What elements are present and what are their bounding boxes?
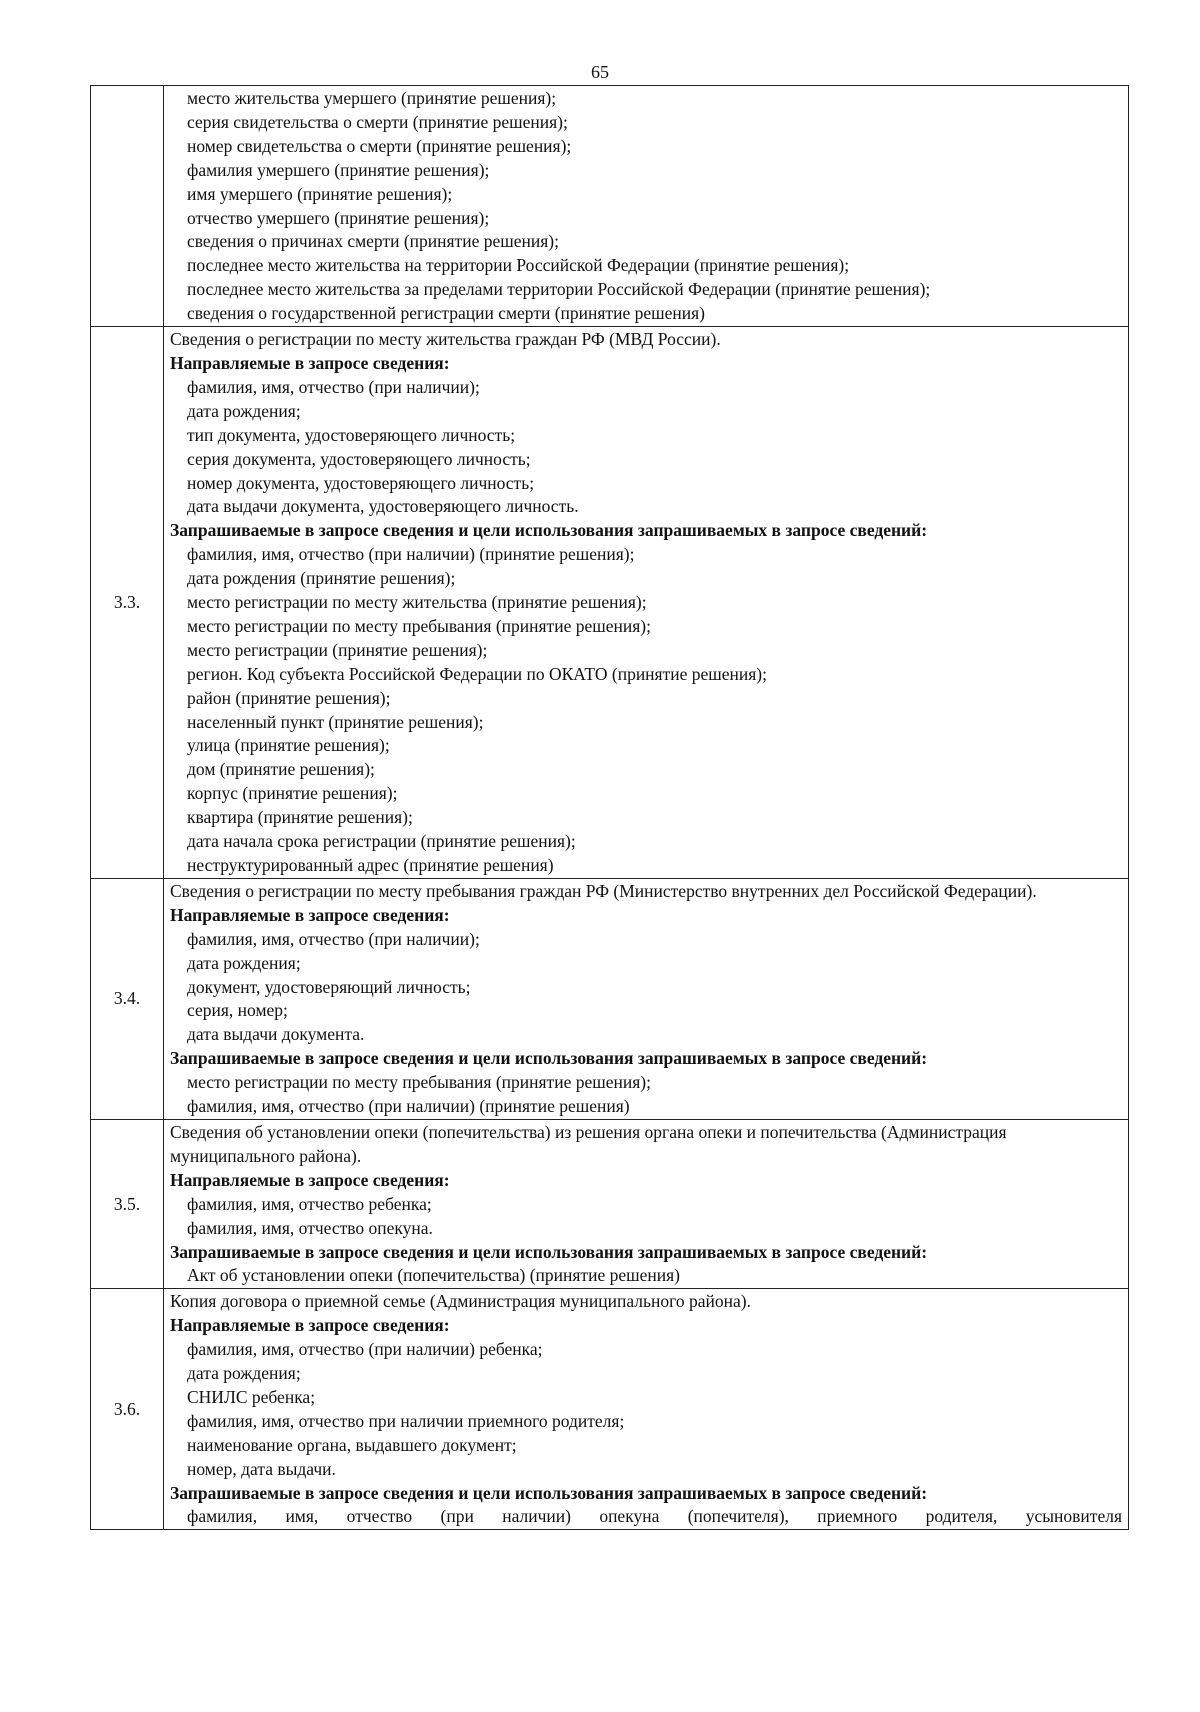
text-line: наименование органа, выдавшего документ; — [187, 1434, 517, 1455]
text-line: фамилия, имя, отчество (при наличии) (принятие решения) — [187, 1096, 630, 1117]
text-line: фамилия, имя, отчество (при наличии) (принятие решения); — [187, 544, 635, 565]
section-number — [91, 86, 164, 327]
section-heading: Направляемые в запросе сведения: — [170, 1315, 450, 1336]
text-line: фамилия умершего (принятие решения); — [187, 159, 490, 180]
text-line: место регистрации по месту пребывания (принятие решения); — [187, 615, 651, 636]
text-line: фамилия, имя, отчество (при наличии); — [187, 928, 480, 949]
text-line: номер документа, удостоверяющего личность; — [187, 472, 535, 493]
text-line: номер, дата выдачи. — [187, 1458, 336, 1479]
text-line: серия свидетельства о смерти (принятие решения); — [187, 111, 568, 132]
section-content — [164, 1119, 1129, 1288]
text-line: фамилия, имя, отчество опекуна. — [187, 1217, 433, 1238]
section-content — [164, 86, 1129, 327]
text-line: корпус (принятие решения); — [187, 783, 398, 804]
text-line: фамилия, имя, отчество (при наличии) опекуна (попечителя), приемного родителя, усыновителя — [187, 1506, 1122, 1527]
text-line: дата рождения; — [187, 952, 301, 973]
section-content — [164, 1289, 1129, 1530]
table-row — [91, 878, 1129, 1119]
text-line: фамилия, имя, отчество при наличии приемного родителя; — [187, 1410, 625, 1431]
text-line: дата начала срока регистрации (принятие решения); — [187, 831, 576, 852]
section-number: 3.6. — [91, 1289, 164, 1530]
text-line: Копия договора о приемной семье (Администрация муниципального района). — [170, 1291, 751, 1312]
text-line: населенный пункт (принятие решения); — [187, 711, 484, 732]
text-line: место жительства умершего (принятие решения); — [187, 88, 557, 108]
text-line: неструктурированный адрес (принятие решения) — [187, 855, 554, 875]
text-line: место регистрации по месту пребывания (принятие решения); — [187, 1072, 651, 1093]
requirements-table — [90, 85, 1129, 1530]
text-line: район (принятие решения); — [187, 687, 391, 708]
text-line: Акт об установлении опеки (попечительства) (принятие решения) — [187, 1265, 680, 1286]
text-line: Сведения о регистрации по месту пребывания граждан РФ (Министерство внутренних дел Российской Федерации). — [170, 880, 1037, 901]
section-content — [164, 327, 1129, 879]
text-line: дата рождения; — [187, 400, 301, 421]
text-line: отчество умершего (принятие решения); — [187, 207, 490, 228]
text-line: сведения о причинах смерти (принятие решения); — [187, 231, 559, 252]
text-line: последнее место жительства на территории Российской Федерации (принятие решения); — [187, 255, 850, 276]
section-number: 3.3. — [91, 327, 164, 879]
text-line: тип документа, удостоверяющего личность; — [187, 424, 516, 445]
text-line: Сведения об установлении опеки (попечительства) из решения органа опеки и попечительства (Администрация муниципального района). — [170, 1121, 1007, 1166]
text-line: квартира (принятие решения); — [187, 807, 413, 828]
text-line: дата выдачи документа, удостоверяющего личность. — [187, 496, 579, 517]
section-heading: Запрашиваемые в запросе сведения и цели использования запрашиваемых в запросе сведений: — [170, 520, 928, 541]
section-heading: Направляемые в запросе сведения: — [170, 904, 450, 925]
table-row — [91, 1289, 1129, 1530]
text-line: документ, удостоверяющий личность; — [187, 976, 471, 997]
text-line: фамилия, имя, отчество (при наличии) ребенка; — [187, 1339, 543, 1360]
table-row — [91, 327, 1129, 879]
text-line: номер свидетельства о смерти (принятие решения); — [187, 135, 572, 156]
text-line: фамилия, имя, отчество ребенка; — [187, 1193, 432, 1214]
text-line: имя умершего (принятие решения); — [187, 183, 453, 204]
text-line: серия, номер; — [187, 1000, 288, 1021]
section-heading: Запрашиваемые в запросе сведения и цели использования запрашиваемых в запросе сведений: — [170, 1048, 928, 1069]
section-number: 3.4. — [91, 878, 164, 1119]
text-line: последнее место жительства за пределами территории Российской Федерации (принятие решения); — [187, 279, 931, 300]
text-line: СНИЛС ребенка; — [187, 1386, 316, 1407]
text-line: улица (принятие решения); — [187, 735, 390, 756]
text-line: место регистрации (принятие решения); — [187, 639, 488, 660]
text-line: регион. Код субъекта Российской Федерации по ОКАТО (принятие решения); — [187, 663, 767, 684]
table-row — [91, 86, 1129, 327]
text-line: дата рождения; — [187, 1363, 301, 1384]
text-line: Сведения о регистрации по месту жительства граждан РФ (МВД России). — [170, 329, 721, 350]
section-heading: Запрашиваемые в запросе сведения и цели использования запрашиваемых в запросе сведений: — [170, 1482, 928, 1503]
section-number: 3.5. — [91, 1119, 164, 1288]
section-heading: Направляемые в запросе сведения: — [170, 1169, 450, 1190]
text-line: дата выдачи документа. — [187, 1024, 365, 1045]
text-line: фамилия, имя, отчество (при наличии); — [187, 376, 480, 397]
table-row — [91, 1119, 1129, 1288]
section-heading: Направляемые в запросе сведения: — [170, 352, 450, 373]
page-number: 65 — [591, 62, 609, 82]
text-line: дом (принятие решения); — [187, 759, 375, 780]
text-line: серия документа, удостоверяющего личность; — [187, 448, 531, 469]
section-heading: Запрашиваемые в запросе сведения и цели использования запрашиваемых в запросе сведений: — [170, 1241, 928, 1262]
section-content — [164, 878, 1129, 1119]
text-line: место регистрации по месту жительства (принятие решения); — [187, 592, 647, 613]
text-line: дата рождения (принятие решения); — [187, 568, 456, 589]
text-line: сведения о государственной регистрации смерти (принятие решения) — [187, 303, 705, 324]
